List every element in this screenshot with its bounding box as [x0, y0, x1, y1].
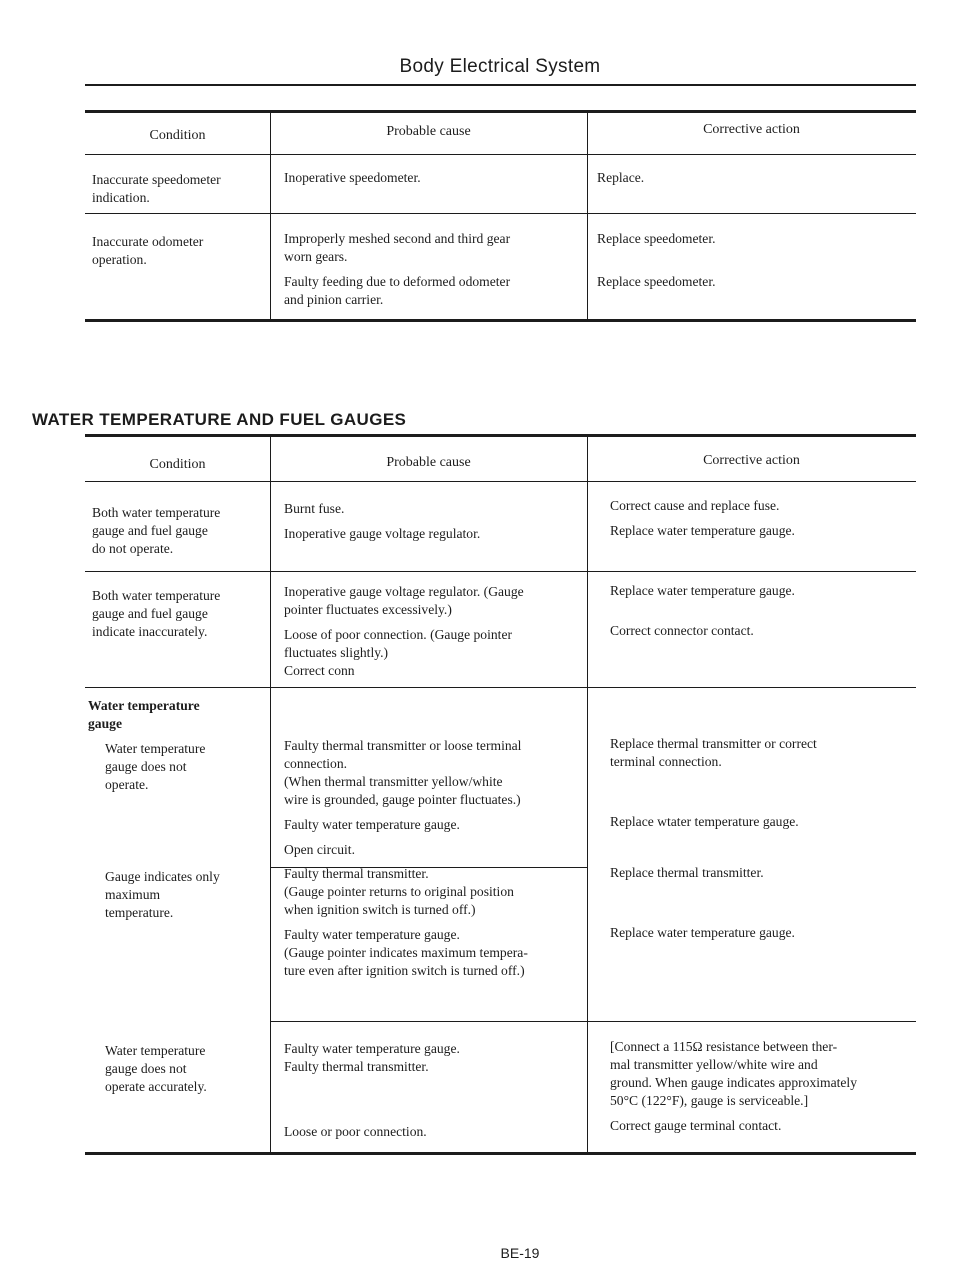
- table2-col-divider-1: [270, 434, 271, 1154]
- cause-line: Inoperative gauge voltage regulator.: [284, 526, 481, 541]
- condition-line: maximum: [105, 887, 161, 902]
- table1-row1-condition: [92, 171, 267, 207]
- table2-rowA-condition: [92, 504, 267, 558]
- table1-row1-action: [597, 169, 907, 187]
- cause-line: wire is grounded, gauge pointer fluctuates.): [284, 792, 521, 807]
- table2-rowE-cause: [284, 1040, 574, 1141]
- table2-row-rule-2: [85, 687, 916, 688]
- table1-header-corrective-action: Corrective action: [703, 122, 800, 137]
- action-line: Replace thermal transmitter or correct: [610, 736, 817, 751]
- condition-line: indication.: [92, 190, 150, 205]
- condition-line: Both water temperature: [92, 505, 221, 520]
- condition-line: indicate inaccurately.: [92, 624, 208, 639]
- table2-rowC-action: [610, 735, 910, 831]
- cause-line: Inoperative gauge voltage regulator. (Gauge: [284, 584, 524, 599]
- table2-header-probable-cause: Probable cause: [386, 455, 471, 470]
- cause-line: ture even after ignition switch is turned off.): [284, 963, 525, 978]
- header-rule: [85, 84, 916, 86]
- page-number: BE-19: [500, 1245, 540, 1261]
- condition-line: Gauge indicates only: [105, 869, 220, 884]
- table2-top-rule: [85, 434, 916, 437]
- cause-line: Faulty thermal transmitter or loose terminal: [284, 738, 522, 753]
- table1-col-divider-1: [270, 110, 271, 321]
- table2-group-heading-water-temperature-gauge: [88, 697, 263, 733]
- action-line: Replace.: [597, 170, 645, 185]
- table2-action-separator: [587, 1021, 916, 1022]
- table1-header-probable-cause: Probable cause: [386, 124, 471, 139]
- cause-line: Inoperative speedometer.: [284, 170, 421, 185]
- cause-line: Faulty feeding due to deformed odometer: [284, 274, 511, 289]
- table2-header-rule: [85, 481, 916, 482]
- table1-row2-condition: [92, 233, 267, 269]
- action-line: Correct cause and replace fuse.: [610, 498, 780, 513]
- cause-line: connection.: [284, 756, 348, 771]
- table2-cause-separator-2: [270, 1021, 587, 1022]
- condition-line: Water temperature: [105, 1043, 206, 1058]
- table2-rowB-condition: [92, 587, 267, 641]
- table2-rowB-action: [610, 582, 910, 640]
- table2-rowD-action: [610, 864, 910, 942]
- table1-top-rule: [85, 110, 916, 113]
- condition-line: operate.: [105, 777, 149, 792]
- condition-line: Inaccurate odometer: [92, 234, 204, 249]
- table1-header-rule: [85, 154, 916, 155]
- action-line: Correct connector contact.: [610, 623, 754, 638]
- cause-line: Loose or poor connection.: [284, 1124, 427, 1139]
- cause-line: Faulty water temperature gauge.: [284, 817, 460, 832]
- table2-rowE-action: [610, 1038, 906, 1135]
- action-line: Replace speedometer.: [597, 231, 716, 246]
- table2-header-corrective-action: Corrective action: [703, 453, 800, 468]
- cause-line: and pinion carrier.: [284, 292, 384, 307]
- group-heading-line: Water temperature: [88, 698, 200, 713]
- section-title-water-temperature-fuel-gauges: WATER TEMPERATURE AND FUEL GAUGES: [32, 410, 407, 429]
- condition-line: do not operate.: [92, 541, 174, 556]
- cause-line: worn gears.: [284, 249, 348, 264]
- cause-line: when ignition switch is turned off.): [284, 902, 476, 917]
- table2-col-divider-2: [587, 434, 588, 1154]
- condition-line: gauge and fuel gauge: [92, 523, 208, 538]
- cause-line: Correct conn: [284, 663, 355, 678]
- cause-line: Open circuit.: [284, 842, 355, 857]
- cause-line: Faulty thermal transmitter.: [284, 1059, 429, 1074]
- page-header-title: Body Electrical System: [399, 56, 601, 77]
- action-line: terminal connection.: [610, 754, 722, 769]
- table2-rowD-cause: [284, 865, 574, 980]
- condition-line: operation.: [92, 252, 147, 267]
- table2-rowE-condition: [105, 1042, 265, 1096]
- action-line: ground. When gauge indicates approximately: [610, 1075, 858, 1090]
- cause-line: fluctuates slightly.): [284, 645, 389, 660]
- action-line: Replace thermal transmitter.: [610, 865, 764, 880]
- cause-line: (Gauge pointer returns to original position: [284, 884, 514, 899]
- cause-line: Improperly meshed second and third gear: [284, 231, 511, 246]
- condition-line: gauge and fuel gauge: [92, 606, 208, 621]
- action-line: Correct gauge terminal contact.: [610, 1118, 782, 1133]
- table1-bottom-rule: [85, 319, 916, 322]
- table1-row1-cause: [284, 169, 579, 187]
- cause-line: Burnt fuse.: [284, 501, 345, 516]
- table1-row2-cause: [284, 230, 574, 309]
- table2-rowC-condition: [105, 740, 265, 794]
- cause-line: Faulty thermal transmitter.: [284, 866, 429, 881]
- action-line: Replace water temperature gauge.: [610, 583, 795, 598]
- table1-row2-action: [597, 230, 907, 291]
- condition-line: gauge does not: [105, 759, 187, 774]
- action-line: Replace water temperature gauge.: [610, 925, 795, 940]
- table2-header-condition: Condition: [149, 457, 206, 472]
- condition-line: operate accurately.: [105, 1079, 207, 1094]
- action-line: [Connect a 115Ω resistance between ther-: [610, 1039, 838, 1054]
- condition-line: temperature.: [105, 905, 174, 920]
- action-line: 50°C (122°F), gauge is serviceable.]: [610, 1093, 809, 1108]
- table2-rowA-cause: [284, 500, 579, 543]
- condition-line: Inaccurate speedometer: [92, 172, 221, 187]
- cause-line: (When thermal transmitter yellow/white: [284, 774, 503, 789]
- table2-bottom-rule: [85, 1152, 916, 1155]
- table1-header-condition: Condition: [149, 128, 206, 143]
- cause-line: Faulty water temperature gauge.: [284, 927, 460, 942]
- action-line: Replace wtater temperature gauge.: [610, 814, 799, 829]
- table2-rowA-action: [610, 497, 910, 540]
- table2-rowD-condition: [105, 868, 265, 922]
- table2-row-rule-1: [85, 571, 916, 572]
- condition-line: gauge does not: [105, 1061, 187, 1076]
- cause-line: pointer fluctuates excessively.): [284, 602, 452, 617]
- cause-line: (Gauge pointer indicates maximum tempera-: [284, 945, 528, 960]
- table2-rowC-cause: [284, 737, 574, 859]
- action-line: Replace speedometer.: [597, 274, 716, 289]
- table1-col-divider-2: [587, 110, 588, 321]
- group-heading-line: gauge: [88, 716, 122, 731]
- action-line: mal transmitter yellow/white wire and: [610, 1057, 818, 1072]
- condition-line: Both water temperature: [92, 588, 221, 603]
- cause-line: Faulty water temperature gauge.: [284, 1041, 460, 1056]
- table2-rowB-cause: [284, 583, 574, 680]
- action-line: Replace water temperature gauge.: [610, 523, 795, 538]
- condition-line: Water temperature: [105, 741, 206, 756]
- table1-row-rule: [85, 213, 916, 214]
- cause-line: Loose of poor connection. (Gauge pointer: [284, 627, 513, 642]
